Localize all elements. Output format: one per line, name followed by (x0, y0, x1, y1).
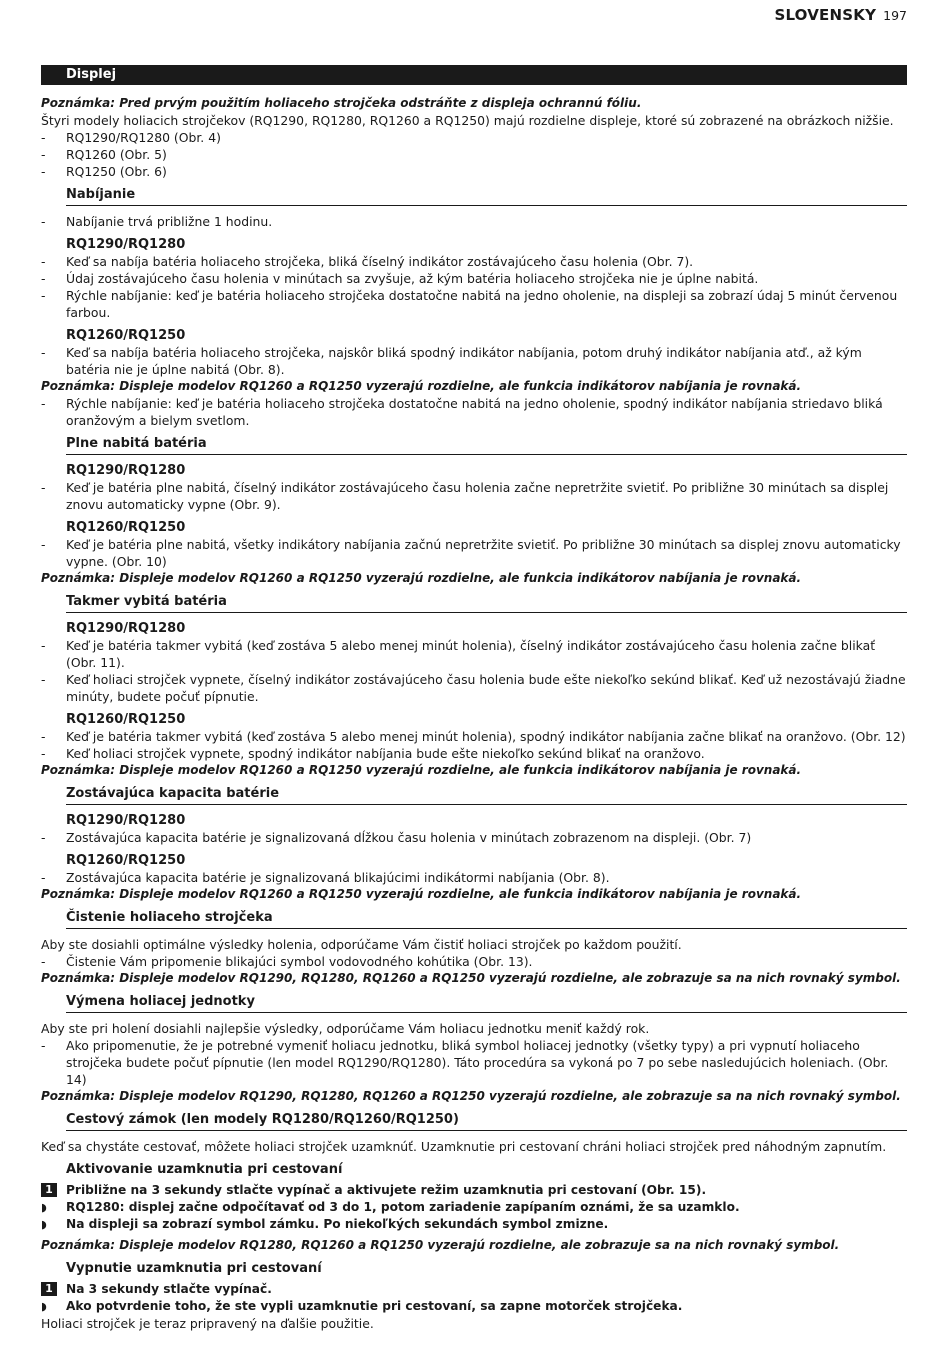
note-text: Poznámka: Displeje modelov RQ1260 a RQ1250 vyzerajú rozdielne, ale funkcia indikátorov nabíjania je rovnaká. (41, 763, 802, 777)
dash-bullet-icon: - (41, 672, 46, 687)
bullet-text: Keď je batéria takmer vybitá (keď zostáva 5 alebo menej minút holenia), spodný indikátor nabíjania začne blikať na oranžovo. (Obr. 12) (66, 729, 906, 744)
bullet-text: Keď je batéria takmer vybitá (keď zostáva 5 alebo menej minút holenia), číselný indikátor zostávajúceho času holenia začne blikať (Obr. 11). (66, 638, 876, 670)
subsection-heading: RQ1290/RQ1280 (66, 463, 186, 478)
subsection-heading: RQ1290/RQ1280 (66, 621, 186, 636)
bullet-text: Údaj zostávajúceho času holenia v minútach sa zvyšuje, až kým batéria holiaceho strojčeka nie je úplne nabitá. (66, 271, 759, 286)
dash-bullet-icon: - (41, 870, 46, 885)
result-item (41, 1216, 907, 1233)
dash-bullet-icon: - (41, 164, 46, 179)
dash-bullet-icon: - (41, 1038, 46, 1053)
bullet-text: Rýchle nabíjanie: keď je batéria holiaceho strojčeka dostatočne nabitá na jedno oholenie, spodný indikátor nabíjania striedavo bliká oranžovým a bielym svetlom. (66, 396, 883, 428)
bullet-text: Keď holiaci strojček vypnete, číselný indikátor zostávajúceho času holenia bude ešte niekoľko sekúnd blikať. Keď už nezostávajú žiadne minúty, budete počuť pípnutie. (66, 672, 906, 704)
dash-bullet-icon: - (41, 537, 46, 552)
dash-bullet-icon: - (41, 271, 46, 286)
result-item (41, 1199, 907, 1216)
triangle-bullet-icon: ◗ (41, 1201, 47, 1214)
dash-bullet-icon: - (41, 147, 46, 162)
bullet-text: Keď sa nabíja batéria holiaceho strojčeka, bliká číselný indikátor zostávajúceho času holenia (Obr. 7). (66, 254, 694, 269)
section-heading: Cestový zámok (len modely RQ1280/RQ1260/RQ1250) (66, 1111, 907, 1131)
bullet-text: Zostávajúca kapacita batérie je signalizovaná blikajúcimi indikátormi nabíjania (Obr. 8). (66, 870, 610, 885)
dash-bullet-icon: - (41, 954, 46, 969)
result-text: RQ1280: displej začne odpočítavať od 3 do 1, potom zariadenie zapípaním oznámi, že sa uzamklo. (66, 1200, 740, 1214)
page-number: 197 (883, 8, 907, 23)
bullet-item (41, 395, 907, 429)
bullet-item (41, 213, 907, 230)
bullet-item (41, 536, 907, 570)
bullet-text: Keď sa nabíja batéria holiaceho strojčeka, najskôr bliká spodný indikátor nabíjania, potom druhý indikátor nabíjania atď., až kým batéria nie je úplne nabitá (Obr. 8). (66, 345, 862, 377)
bullet-text: RQ1250 (Obr. 6) (66, 164, 167, 179)
dash-bullet-icon: - (41, 214, 46, 229)
paragraph: Holiaci strojček je teraz pripravený na ďalšie použitie. (41, 1316, 374, 1331)
subsection-heading: RQ1290/RQ1280 (66, 813, 186, 828)
bullet-text: Zostávajúca kapacita batérie je signalizovaná dĺžkou času holenia v minútach zobrazenom na displeji. (Obr. 7) (66, 830, 752, 845)
bullet-text: Čistenie Vám pripomenie blikajúci symbol vodovodného kohútika (Obr. 13). (66, 954, 533, 969)
bullet-text: Keď holiaci strojček vypnete, spodný indikátor nabíjania bude ešte niekoľko sekúnd blikať na oranžovo. (66, 746, 705, 761)
dash-bullet-icon: - (41, 288, 46, 303)
paragraph: Štyri modely holiacich strojčekov (RQ1290, RQ1280, RQ1260 a RQ1250) majú rozdielne displeje, ktoré sú zobrazené na obrázkoch nižšie. (41, 113, 894, 128)
bullet-item (41, 1037, 907, 1088)
note-text: Poznámka: Displeje modelov RQ1290, RQ1280, RQ1260 a RQ1250 vyzerajú rozdielne, ale zobrazuje sa na nich rovnaký symbol. (41, 1089, 901, 1103)
section-heading: Výmena holiacej jednotky (66, 993, 907, 1013)
subsection-heading: RQ1260/RQ1250 (66, 520, 186, 535)
step-text: Na 3 sekundy stlačte vypínač. (66, 1282, 272, 1296)
triangle-bullet-icon: ◗ (41, 1300, 47, 1313)
page-header (774, 6, 907, 26)
note-text: Poznámka: Displeje modelov RQ1260 a RQ1250 vyzerajú rozdielne, ale funkcia indikátorov nabíjania je rovnaká. (41, 887, 802, 901)
bullet-item (41, 479, 907, 513)
dash-bullet-icon: - (41, 638, 46, 653)
bullet-item (41, 270, 907, 287)
bullet-text: Rýchle nabíjanie: keď je batéria holiaceho strojčeka dostatočne nabitá na jedno oholenie, na displeji sa zobrazí údaj 5 minút červenou farbou. (66, 288, 898, 320)
paragraph: Aby ste pri holení dosiahli najlepšie výsledky, odporúčame Vám holiacu jednotku meniť každý rok. (41, 1021, 650, 1036)
dash-bullet-icon: - (41, 729, 46, 744)
dash-bullet-icon: - (41, 746, 46, 761)
section-heading: Čistenie holiaceho strojčeka (66, 909, 907, 929)
dash-bullet-icon: - (41, 130, 46, 145)
bullet-item (41, 671, 907, 705)
bullet-item (41, 344, 907, 378)
subsection-heading: RQ1290/RQ1280 (66, 237, 186, 252)
step-item (41, 1182, 907, 1199)
bullet-text: Keď je batéria plne nabitá, číselný indikátor zostávajúceho času holenia začne nepretržite svietiť. Po približne 30 minútach sa displej znovu automaticky vypne (Obr. 9). (66, 480, 889, 512)
dash-bullet-icon: - (41, 345, 46, 360)
note-text: Poznámka: Displeje modelov RQ1260 a RQ1250 vyzerajú rozdielne, ale funkcia indikátorov nabíjania je rovnaká. (41, 571, 802, 585)
bullet-item (41, 637, 907, 671)
section-heading: Plne nabitá batéria (66, 435, 907, 455)
bullet-item (41, 287, 907, 321)
note-text: Poznámka: Pred prvým použitím holiaceho strojčeka odstráňte z displeja ochrannú fóliu. (41, 96, 642, 110)
paragraph: Keď sa chystáte cestovať, môžete holiaci strojček uzamknúť. Uzamknutie pri cestovaní chráni holiaci strojček pred náhodným zapnutím. (41, 1139, 887, 1154)
result-text: Ako potvrdenie toho, že ste vypli uzamknutie pri cestovaní, sa zapne motorček strojčeka. (66, 1299, 683, 1313)
bullet-text: Nabíjanie trvá približne 1 hodinu. (66, 214, 273, 229)
paragraph: Aby ste dosiahli optimálne výsledky holenia, odporúčame Vám čistiť holiaci strojček po každom použití. (41, 937, 682, 952)
section-heading: Zostávajúca kapacita batérie (66, 785, 907, 805)
bullet-item (41, 163, 907, 180)
note-text: Poznámka: Displeje modelov RQ1290, RQ1280, RQ1260 a RQ1250 vyzerajú rozdielne, ale zobrazuje sa na nich rovnaký symbol. (41, 971, 901, 985)
triangle-bullet-icon: ◗ (41, 1218, 47, 1231)
note-text: Poznámka: Displeje modelov RQ1280, RQ1260 a RQ1250 vyzerajú rozdielne, ale zobrazuje sa na nich rovnaký symbol. (41, 1238, 840, 1252)
section-heading: Takmer vybitá batéria (66, 593, 907, 613)
bullet-text: RQ1260 (Obr. 5) (66, 147, 167, 162)
bullet-item (41, 829, 907, 846)
section-bar-title: Displej (41, 65, 907, 85)
dash-bullet-icon: - (41, 396, 46, 411)
bullet-text: RQ1290/RQ1280 (Obr. 4) (66, 130, 221, 145)
step-text: Približne na 3 sekundy stlačte vypínač a aktivujete režim uzamknutia pri cestovaní (Obr. 15). (66, 1183, 707, 1197)
bullet-item (41, 745, 907, 762)
step-item (41, 1281, 907, 1298)
bullet-text: Keď je batéria plne nabitá, všetky indikátory nabíjania začnú nepretržite svietiť. Po približne 30 minútach sa displej znovu automaticky vypne. (Obr. 10) (66, 537, 901, 569)
dash-bullet-icon: - (41, 480, 46, 495)
subsection-heading: RQ1260/RQ1250 (66, 853, 186, 868)
result-item (41, 1298, 907, 1315)
subsection-heading: RQ1260/RQ1250 (66, 328, 186, 343)
bullet-item (41, 953, 907, 970)
bullet-item (41, 253, 907, 270)
manual-content (41, 65, 907, 1332)
bullet-text: Ako pripomenutie, že je potrebné vymeniť holiacu jednotku, bliká symbol holiacej jednotky (všetky typy) a pri vypnutí holiaceho strojčeka budete počuť pípnutie (len model RQ1290/RQ1280). Táto procedúra sa vykoná po 7 po sebe nasledujúcich holeniach. (Obr. 14) (66, 1038, 889, 1087)
bullet-item (41, 146, 907, 163)
subsection-heading: RQ1260/RQ1250 (66, 712, 186, 727)
note-text: Poznámka: Displeje modelov RQ1260 a RQ1250 vyzerajú rozdielne, ale funkcia indikátorov nabíjania je rovnaká. (41, 379, 802, 393)
subsection-heading: Vypnutie uzamknutia pri cestovaní (66, 1261, 322, 1276)
bullet-item (41, 728, 907, 745)
language-label: SLOVENSKY (774, 6, 877, 24)
result-text: Na displeji sa zobrazí symbol zámku. Po niekoľkých sekundách symbol zmizne. (66, 1217, 609, 1231)
subsection-heading: Aktivovanie uzamknutia pri cestovaní (66, 1162, 343, 1177)
dash-bullet-icon: - (41, 254, 46, 269)
section-heading: Nabíjanie (66, 186, 907, 206)
dash-bullet-icon: - (41, 830, 46, 845)
step-number-badge: 1 (41, 1183, 57, 1197)
step-number-badge: 1 (41, 1282, 57, 1296)
bullet-item (41, 869, 907, 886)
bullet-item (41, 129, 907, 146)
